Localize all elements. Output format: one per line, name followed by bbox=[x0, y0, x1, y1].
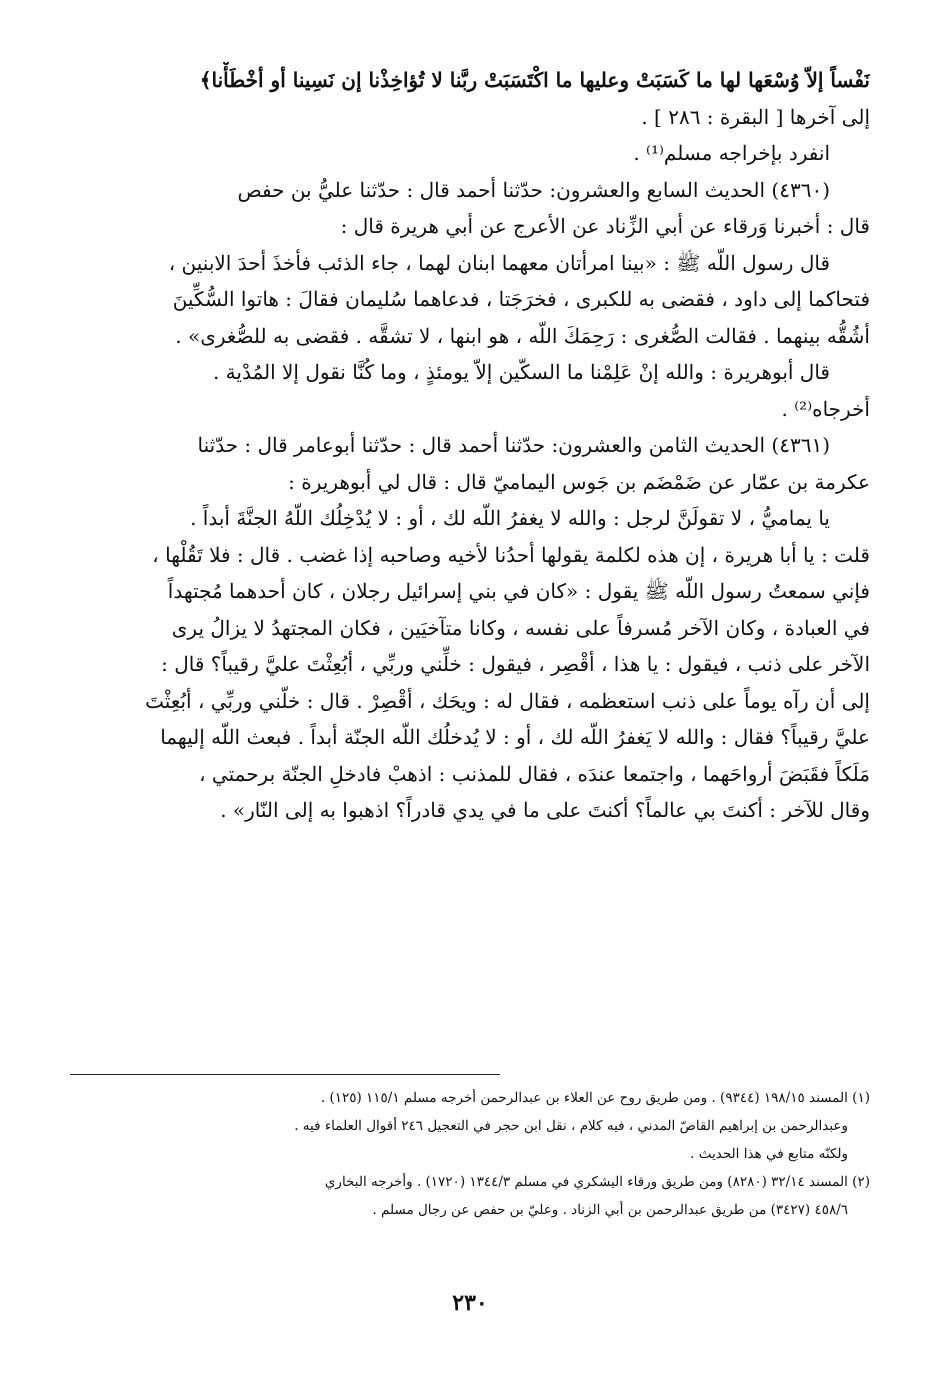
footnotes bbox=[70, 1084, 870, 1224]
text-line: الآخر على ذنب ، فيقول : يا هذا ، أقْصِر ، فيقول : خلِّني وربِّي ، أبُعِثْتَ عليَّ رقيباً؟ قال : bbox=[161, 652, 870, 676]
text-line: انفرد بإخراجه مسلم⁽¹⁾ . bbox=[633, 141, 830, 165]
footnote-line: (١) المسند ١٩٨/١٥ (٩٣٤٤) . ومن طريق روح عن العلاء بن عبدالرحمن أخرجه مسلم ١١٥/١ (١٢٥) . bbox=[320, 1090, 870, 1106]
hadith-heading-4361: (٤٣٦١) الحديث الثامن والعشرون: حدّثنا أحمد قال : حدّثنا أبوعامر قال : حدّثنا bbox=[197, 433, 830, 457]
main-text bbox=[70, 62, 870, 829]
text-line: مَلَكاً فقَبَضَ أرواحَهما ، واجتمعا عندَه ، فقال للمذنب : اذهبْ فادخلِ الجنّة برحمتي ، bbox=[199, 761, 870, 786]
footnote-line: ولكنّه متابع في هذا الحديث . bbox=[690, 1146, 848, 1162]
text-line: عليَّ رقيباً؟ فقال : والله لا يَغفرُ اللّه لك ، أو : لا يُدخلُك اللّه الجنّة أبداً . فبعث اللّه إليهما bbox=[160, 725, 870, 749]
hadith-heading-4360: (٤٣٦٠) الحديث السابع والعشرون: حدّثنا أحمد قال : حدّثنا عليُّ بن حفص bbox=[237, 177, 830, 202]
footnote-line: (٢) المسند ٣٢/١٤ (٨٢٨٠) ومن طريق ورقاء اليشكري في مسلم ١٣٤٤/٣ (١٧٢٠) . وأخرجه البخاري bbox=[324, 1174, 870, 1190]
text-line-quran: نَفْساً إلاّ وُسْعَها لها ما كَسَبَتْ وعليها ما اكْتَسَبَتْ ربَّنا لا تُؤاخِذْنا إن نَسِينا أو أخْطَأْنا﴾ bbox=[199, 68, 870, 92]
text-line: أخرجاه⁽²⁾ . bbox=[781, 396, 870, 421]
footnote-separator bbox=[70, 1074, 500, 1075]
text-line: عكرمة بن عمّار عن ضَمْضَم بن جَوس اليماميّ قال : قال لي أبوهريرة : bbox=[288, 469, 870, 494]
text-line: وقال للآخر : أكنتَ بي عالماً؟ أكنتَ على ما في يدي قادراً؟ اذهبوا به إلى النّار» . bbox=[220, 798, 870, 822]
text-line: قال : أخبرنا وَرقاء عن أبي الزِّناد عن الأعرج عن أبي هريرة قال : bbox=[340, 214, 870, 238]
text-line: في العبادة ، وكان الآخر مُسرفاً على نفسه ، وكانا متآخيَين ، فكان المجتهدُ لا يزالُ يرى bbox=[171, 615, 870, 640]
text-line: إلى آخرها [ البقرة : ٢٨٦ ] . bbox=[641, 104, 870, 129]
footnote-line: ٤٥٨/٦ (٣٤٢٧) من طريق عبدالرحمن بن أبي الزناد . وعليّ بن حفص عن رجال مسلم . bbox=[372, 1202, 848, 1218]
footnote-line: وعبدالرحمن بن إبراهيم القاصّ المدني ، فيه كلام ، نقل ابن حجر في التعجيل ٢٤٦ أقوال العلماء فيه . bbox=[294, 1118, 848, 1134]
text-line: قلت : يا أبا هريرة ، إن هذه لكلمة يقولها أحدُنا لأخيه وصاحبه إذا غضب . قال : فلا تَقُلْها ، bbox=[152, 542, 870, 567]
text-line: أشُقُّه بينهما . فقالت الصُّغرى : رَحِمَكَ اللّه ، هو ابنها ، لا تشقَّه . فقضى به للصُّغرى» . bbox=[175, 323, 870, 348]
text-line: فتحاكما إلى داود ، فقضى به للكبرى ، فخرَجَتا ، فدعاهما سُليمان فقالَ : هاتوا السُّكِّينَ bbox=[172, 287, 870, 311]
text-line: قال رسول اللّه ﷺ : «بينا امرأتان معهما ابنان لهما ، جاء الذئب فأخذَ أحدَ الابنين ، bbox=[168, 250, 830, 275]
text-line: فإني سمعتُ رسول اللّه ﷺ يقول : «كان في بني إسرائيل رجلان ، كان أحدهما مُجتهداً bbox=[167, 579, 870, 603]
text-line: إلى أن رآه يوماً على ذنب استعظمه ، فقال له : ويحَك ، أقْصِرْ . قال : خلّني وربِّي ، أبُعِثْتَ bbox=[145, 688, 870, 713]
text-line: يا يماميُّ ، لا تقولَنَّ لرجل : والله لا يغفرُ اللّه لك ، أو : لا يُدْخِلُك اللّهُ الجنَّةَ أبداً . bbox=[190, 506, 830, 530]
text-line: قال أبوهريرة : والله إنْ عَلِمْنا ما السكّين إلاّ يومئذٍ ، وما كُنَّا نقول إلا المُدْية . bbox=[212, 360, 830, 384]
page-number: ٢٣٠ bbox=[452, 1290, 488, 1316]
